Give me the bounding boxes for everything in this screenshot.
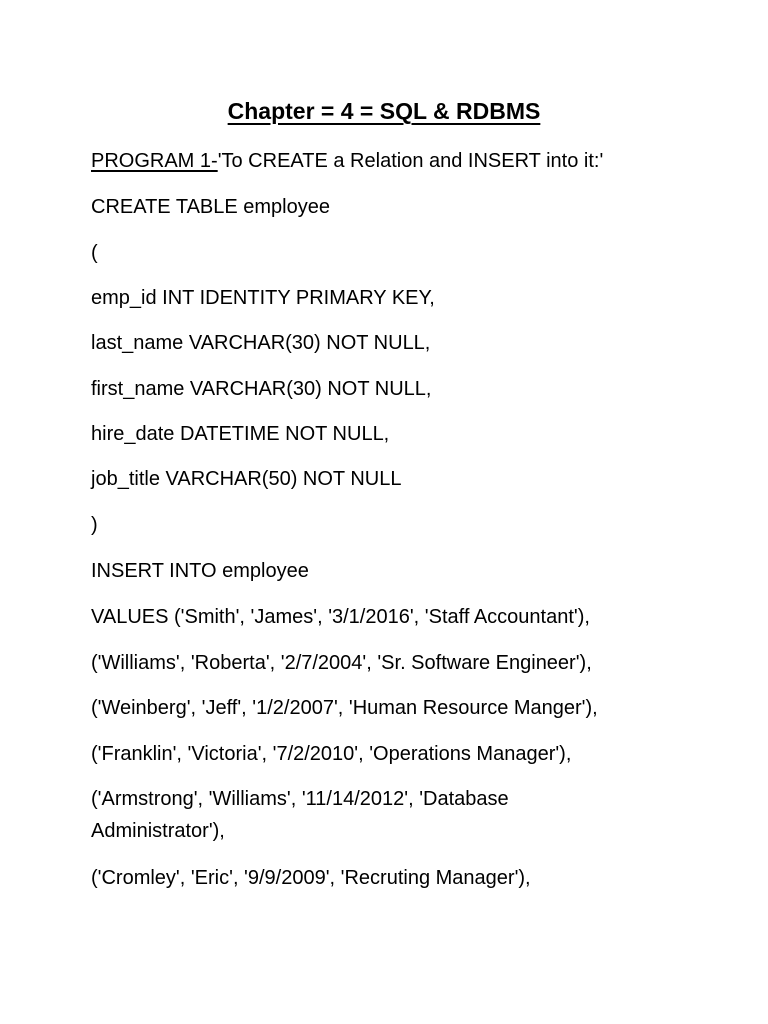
program-label: PROGRAM 1- [91, 150, 218, 172]
code-line: CREATE TABLE employee [91, 196, 330, 218]
code-line: emp_id INT IDENTITY PRIMARY KEY, [91, 287, 435, 309]
program-description: 'To CREATE a Relation and INSERT into it:' [217, 150, 604, 172]
program-heading [91, 146, 603, 176]
code-line: ('Armstrong', 'Williams', '11/14/2012', 'Database [91, 788, 509, 810]
code-line: job_title VARCHAR(50) NOT NULL [91, 468, 402, 490]
code-line: last_name VARCHAR(30) NOT NULL, [91, 332, 431, 354]
chapter-title: Chapter = 4 = SQL & RDBMS [227, 98, 541, 124]
code-line: hire_date DATETIME NOT NULL, [91, 423, 390, 445]
code-line: ( [91, 242, 98, 264]
code-line: INSERT INTO employee [91, 560, 309, 582]
code-line: ('Cromley', 'Eric', '9/9/2009', 'Recruting Manager'), [91, 867, 531, 889]
code-line: ('Williams', 'Roberta', '2/7/2004', 'Sr. Software Engineer'), [91, 652, 592, 674]
code-line: Administrator'), [91, 820, 225, 842]
code-line: ) [91, 514, 98, 536]
code-line: VALUES ('Smith', 'James', '3/1/2016', 'Staff Accountant'), [91, 606, 590, 628]
code-line: ('Franklin', 'Victoria', '7/2/2010', 'Operations Manager'), [91, 743, 572, 765]
code-line: first_name VARCHAR(30) NOT NULL, [91, 378, 432, 400]
code-line: ('Weinberg', 'Jeff', '1/2/2007', 'Human Resource Manger'), [91, 697, 598, 719]
